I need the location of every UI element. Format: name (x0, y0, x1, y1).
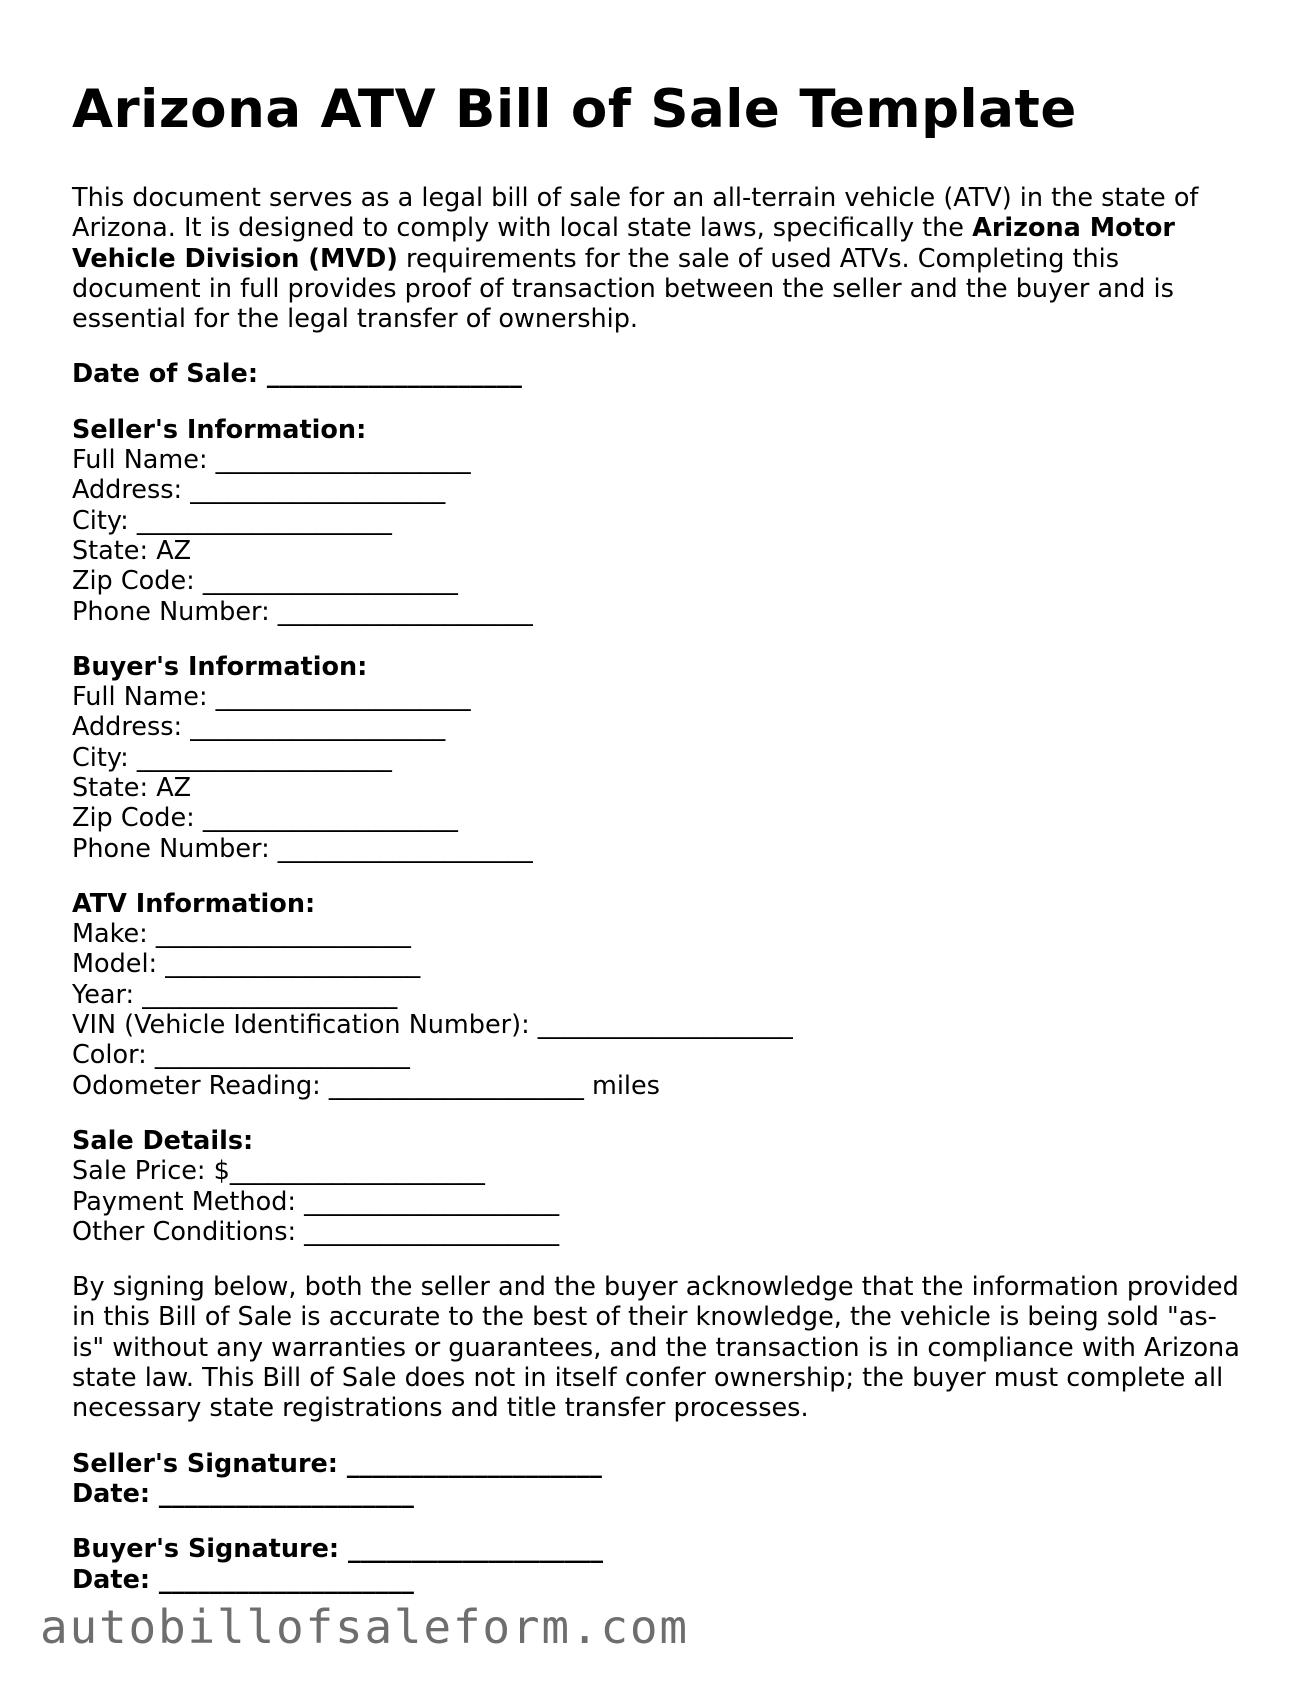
atv-model-field[interactable]: Model: ____________________ (72, 949, 421, 980)
seller-signature-section (72, 1449, 1242, 1510)
atv-vin-field[interactable]: VIN (Vehicle Identification Number): ____________________ (72, 1010, 793, 1041)
intro-text-bold: Arizona Motor Vehicle Division (MVD) (72, 213, 1175, 274)
seller-signature-field[interactable]: Seller's Signature: ____________________ (72, 1448, 602, 1479)
document-page (72, 80, 1242, 1620)
buyer-address-field[interactable]: Address: ____________________ (72, 712, 446, 743)
buyer-city-field[interactable]: City: ____________________ (72, 742, 392, 773)
atv-info-section (72, 889, 1242, 1101)
intro-text-after: requirements for the sale of used ATVs. Completing this document in full provides proof of transaction between the seller and the buyer and is essential for the legal transfer of ownership. (72, 243, 1174, 335)
intro-paragraph (72, 183, 1242, 334)
buyer-signature-date-field[interactable]: Date: ____________________ (72, 1564, 414, 1595)
sale-details-heading: Sale Details: (72, 1125, 254, 1156)
atv-odometer-field[interactable]: Odometer Reading: ____________________ miles (72, 1070, 660, 1101)
buyer-full-name-field[interactable]: Full Name: ____________________ (72, 682, 471, 713)
buyer-zip-field[interactable]: Zip Code: ____________________ (72, 803, 458, 834)
seller-full-name-field[interactable]: Full Name: ____________________ (72, 445, 471, 476)
seller-signature-date-field[interactable]: Date: ____________________ (72, 1478, 414, 1509)
payment-method-field[interactable]: Payment Method: ____________________ (72, 1186, 560, 1217)
buyer-info-section (72, 652, 1242, 864)
intro-text-before: This document serves as a legal bill of sale for an all-terrain vehicle (ATV) in the state of Arizona. It is designed to comply with local state laws, specifically the (72, 182, 1199, 244)
acknowledgement-paragraph: By signing below, both the seller and the buyer acknowledge that the information provided in this Bill of Sale is accurate to the best of their knowledge, the vehicle is being sold "as-is" without any warranties or guarantees, and the transaction is in compliance with Arizona state law. This Bill of Sale does not in itself confer ownership; the buyer must complete all necessary state registrations and title transfer processes. (72, 1272, 1240, 1424)
seller-info-heading: Seller's Information: (72, 414, 367, 445)
buyer-signature-field[interactable]: Buyer's Signature: ____________________ (72, 1534, 603, 1565)
seller-state-field: State: AZ (72, 535, 192, 566)
buyer-info-heading: Buyer's Information: (72, 651, 368, 682)
other-conditions-field[interactable]: Other Conditions: ____________________ (72, 1216, 560, 1247)
seller-phone-field[interactable]: Phone Number: ____________________ (72, 596, 533, 627)
seller-address-field[interactable]: Address: ____________________ (72, 475, 446, 506)
buyer-signature-section (72, 1534, 1242, 1595)
seller-zip-field[interactable]: Zip Code: ____________________ (72, 566, 458, 597)
atv-info-heading: ATV Information: (72, 888, 316, 919)
buyer-phone-field[interactable]: Phone Number: ____________________ (72, 833, 533, 864)
atv-year-field[interactable]: Year: ____________________ (72, 979, 398, 1010)
date-of-sale-section (72, 359, 1242, 389)
seller-info-section (72, 415, 1242, 627)
atv-make-field[interactable]: Make: ____________________ (72, 919, 411, 950)
sale-price-field[interactable]: Sale Price: $____________________ (72, 1156, 485, 1187)
atv-color-field[interactable]: Color: ____________________ (72, 1040, 410, 1071)
buyer-state-field: State: AZ (72, 772, 192, 803)
seller-city-field[interactable]: City: ____________________ (72, 505, 392, 536)
sale-details-section (72, 1126, 1242, 1247)
date-of-sale-field[interactable]: Date of Sale: ____________________ (72, 359, 522, 390)
site-watermark: autobillofsaleform.com (40, 1600, 689, 1654)
document-title: Arizona ATV Bill of Sale Template (72, 79, 1077, 140)
